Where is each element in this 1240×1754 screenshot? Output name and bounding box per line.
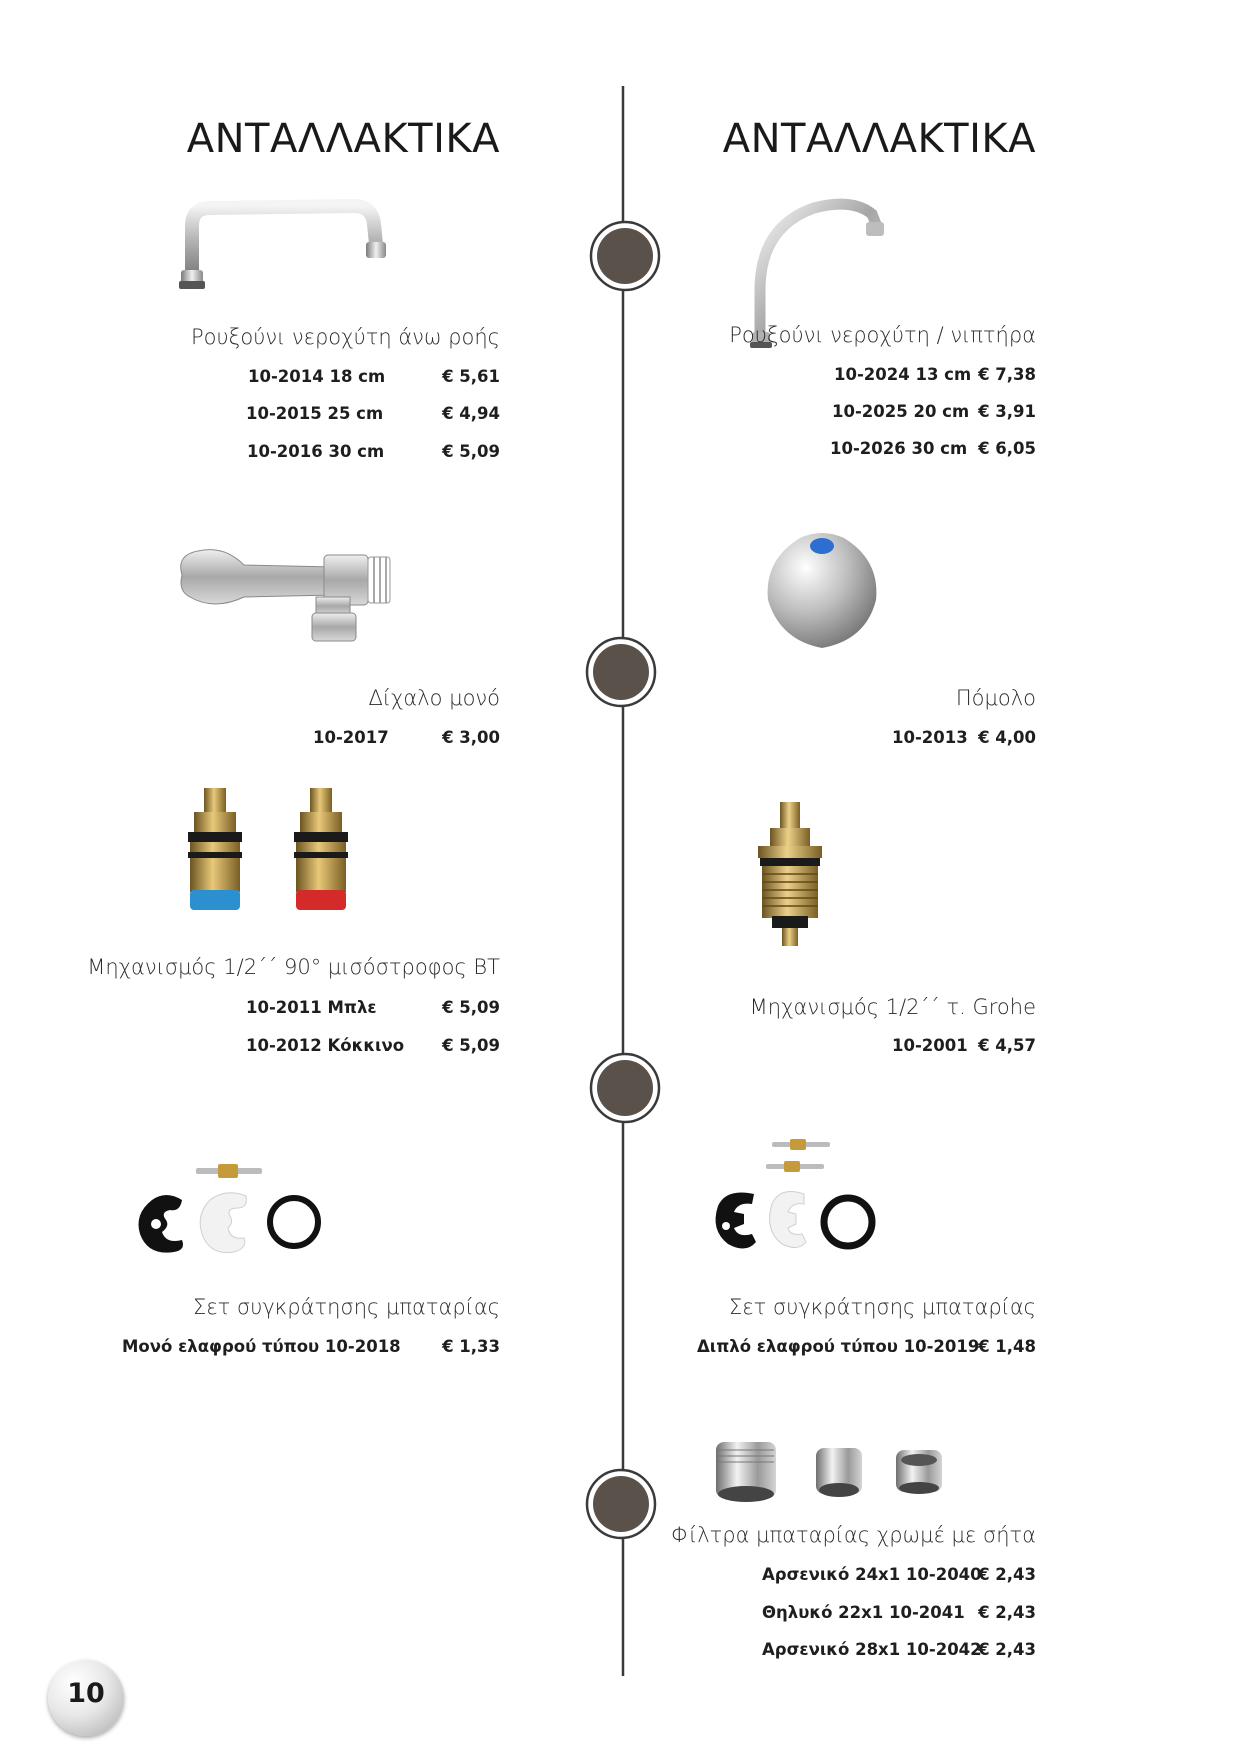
product-price: € 4,00 xyxy=(978,728,1036,747)
page-number: 10 xyxy=(67,1678,105,1709)
product-price: € 5,09 xyxy=(442,1036,500,1055)
timeline-dot xyxy=(591,1054,659,1122)
product-name: Μηχανισμός 1/2΄΄ 90° μισόστροφος BT xyxy=(87,955,500,979)
product-code: 10-2014 18 cm xyxy=(248,367,386,386)
right-heading: ΑΝΤΑΛΛΑΚΤΙΚΑ xyxy=(722,116,1036,162)
product-price: € 2,43 xyxy=(978,1603,1036,1622)
product-price: € 7,38 xyxy=(978,365,1036,384)
product-price: € 1,33 xyxy=(442,1337,500,1356)
product-code: 10-2015 25 cm xyxy=(246,404,384,423)
product-code: Θηλυκό 22x1 10-2041 xyxy=(762,1603,965,1622)
product-code: 10-2013 xyxy=(892,728,968,747)
pin xyxy=(196,1164,262,1178)
pin xyxy=(772,1139,830,1150)
product-code: 10-2025 20 cm xyxy=(832,402,970,421)
product-code: 10-2011 Μπλε xyxy=(246,998,377,1017)
product-price: € 6,05 xyxy=(978,439,1036,458)
product-price: € 3,91 xyxy=(978,402,1036,421)
aerator-filter xyxy=(816,1448,862,1497)
pin xyxy=(766,1161,824,1172)
spout-u-icon xyxy=(176,196,406,296)
cartridge-single-icon xyxy=(752,800,828,950)
product-name: Μηχανισμός 1/2΄΄ τ. Grohe xyxy=(749,995,1036,1019)
product-price: € 5,09 xyxy=(442,998,500,1017)
retaining-set-double-icon xyxy=(706,1138,886,1256)
product-name: Σετ συγκράτησης μπαταρίας xyxy=(192,1295,500,1319)
product-price: € 5,61 xyxy=(442,367,500,386)
product-code: Διπλό ελαφρού τύπου 10-2019 xyxy=(697,1337,980,1356)
product-code: 10-2012 Κόκκινο xyxy=(246,1036,405,1055)
product-code: 10-2016 30 cm xyxy=(247,442,385,461)
cartridge-pair-icon xyxy=(180,786,360,926)
tee-valve-icon xyxy=(174,535,398,645)
aerator-filters-icon xyxy=(712,1438,952,1506)
cartridge-blue xyxy=(188,788,242,910)
product-price: € 4,94 xyxy=(442,404,500,423)
left-heading: ΑΝΤΑΛΛΑΚΤΙΚΑ xyxy=(186,116,500,162)
product-price: € 5,09 xyxy=(442,442,500,461)
product-name: Ρουξούνι νεροχύτη / νιπτήρα xyxy=(729,323,1036,347)
product-name: Φίλτρα μπαταρίας χρωμέ με σήτα xyxy=(671,1523,1036,1547)
product-code: 10-2017 xyxy=(313,728,389,747)
retaining-set-single-icon xyxy=(130,1160,330,1260)
cartridge-red xyxy=(294,788,348,910)
product-code: Αρσενικό 24x1 10-2040 xyxy=(762,1565,982,1584)
product-price: € 1,48 xyxy=(978,1337,1036,1356)
product-code: Μονό ελαφρού τύπου 10-2018 xyxy=(122,1337,401,1356)
timeline-dot xyxy=(591,222,659,290)
knob-icon xyxy=(760,530,884,654)
product-code: 10-2026 30 cm xyxy=(830,439,968,458)
timeline-dot xyxy=(587,638,655,706)
product-code: Αρσενικό 28x1 10-2042 xyxy=(762,1640,982,1659)
product-code: 10-2001 xyxy=(892,1036,968,1055)
product-price: € 4,57 xyxy=(978,1036,1036,1055)
product-name: Σετ συγκράτησης μπαταρίας xyxy=(728,1295,1036,1319)
aerator-filter xyxy=(716,1442,776,1502)
product-name: Δίχαλο μονό xyxy=(368,686,500,710)
product-code: 10-2024 13 cm xyxy=(834,365,972,384)
product-name: Πόμολο xyxy=(955,686,1036,710)
product-price: € 2,43 xyxy=(978,1565,1036,1584)
timeline-dot xyxy=(587,1470,655,1538)
product-name: Ρουξούνι νεροχύτη άνω ροής xyxy=(190,325,500,349)
product-price: € 2,43 xyxy=(978,1640,1036,1659)
aerator-filter xyxy=(896,1450,942,1494)
product-price: € 3,00 xyxy=(442,728,500,747)
